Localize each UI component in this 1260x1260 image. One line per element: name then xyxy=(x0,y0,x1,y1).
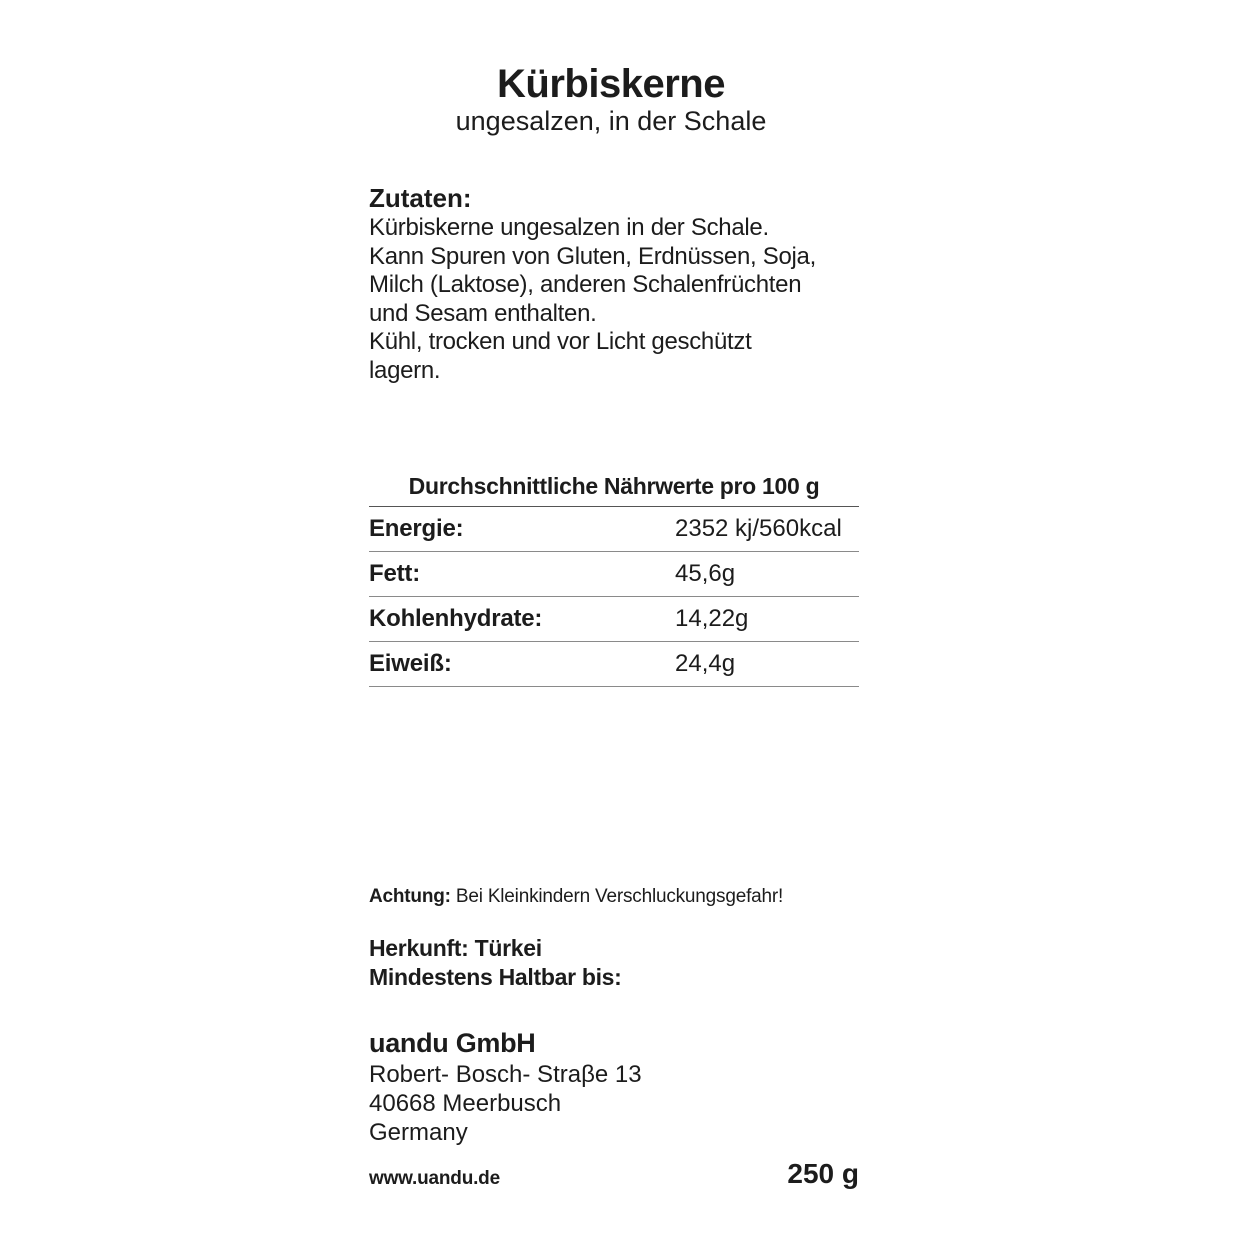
origin-country: Herkunft: Türkei xyxy=(369,935,542,961)
nutrition-header: Durchschnittliche Nährwerte pro 100 g xyxy=(369,468,859,507)
company-city: 40668 Meerbusch xyxy=(369,1090,562,1117)
ingredients-section xyxy=(369,182,869,385)
company-country: Germany xyxy=(369,1119,468,1146)
nutrition-value: 14,22g xyxy=(675,605,749,632)
company-address xyxy=(369,1026,642,1147)
nutrition-value: 45,6g xyxy=(675,560,736,587)
origin-section xyxy=(369,934,622,991)
nutrition-label: Kohlenhydrate: xyxy=(369,605,543,632)
product-title: Kürbiskerne xyxy=(497,62,725,106)
company-street: Robert- Bosch- Straβe 13 xyxy=(369,1061,642,1088)
warning-note xyxy=(369,886,783,908)
best-before: Mindestens Haltbar bis: xyxy=(369,963,622,990)
nutrition-value: 2352 kj/560kcal xyxy=(675,515,842,542)
ingredients-text: Kürbiskerne ungesalzen in der Schale. Kann Spuren von Gluten, Erdnüssen, Soja, Milch (Laktose), anderen Schalenfrüchten und Sesam enthalten. Kühl, trocken und vor Licht geschützt lagern. xyxy=(369,214,816,384)
nutrition-row-protein xyxy=(369,642,859,687)
ingredients-heading: Zutaten: xyxy=(369,183,472,213)
warning-text: Bei Kleinkindern Verschluckungsgefahr! xyxy=(455,886,784,907)
nutrition-label: Energie: xyxy=(369,515,464,542)
nutrition-label: Eiweiß: xyxy=(369,650,452,677)
nutrition-row-energy xyxy=(369,507,859,552)
nutrition-label: Fett: xyxy=(369,560,420,587)
nutrition-row-fat xyxy=(369,552,859,597)
nutrition-value: 24,4g xyxy=(675,650,736,677)
product-subtitle: ungesalzen, in der Schale xyxy=(455,106,767,136)
company-name: uandu GmbH xyxy=(369,1028,536,1058)
nutrition-row-carbs xyxy=(369,597,859,642)
nutrition-table xyxy=(369,468,859,687)
net-weight: 250 g xyxy=(787,1158,859,1189)
website-link[interactable]: www.uandu.de xyxy=(369,1168,500,1189)
warning-label: Achtung: xyxy=(369,886,451,907)
